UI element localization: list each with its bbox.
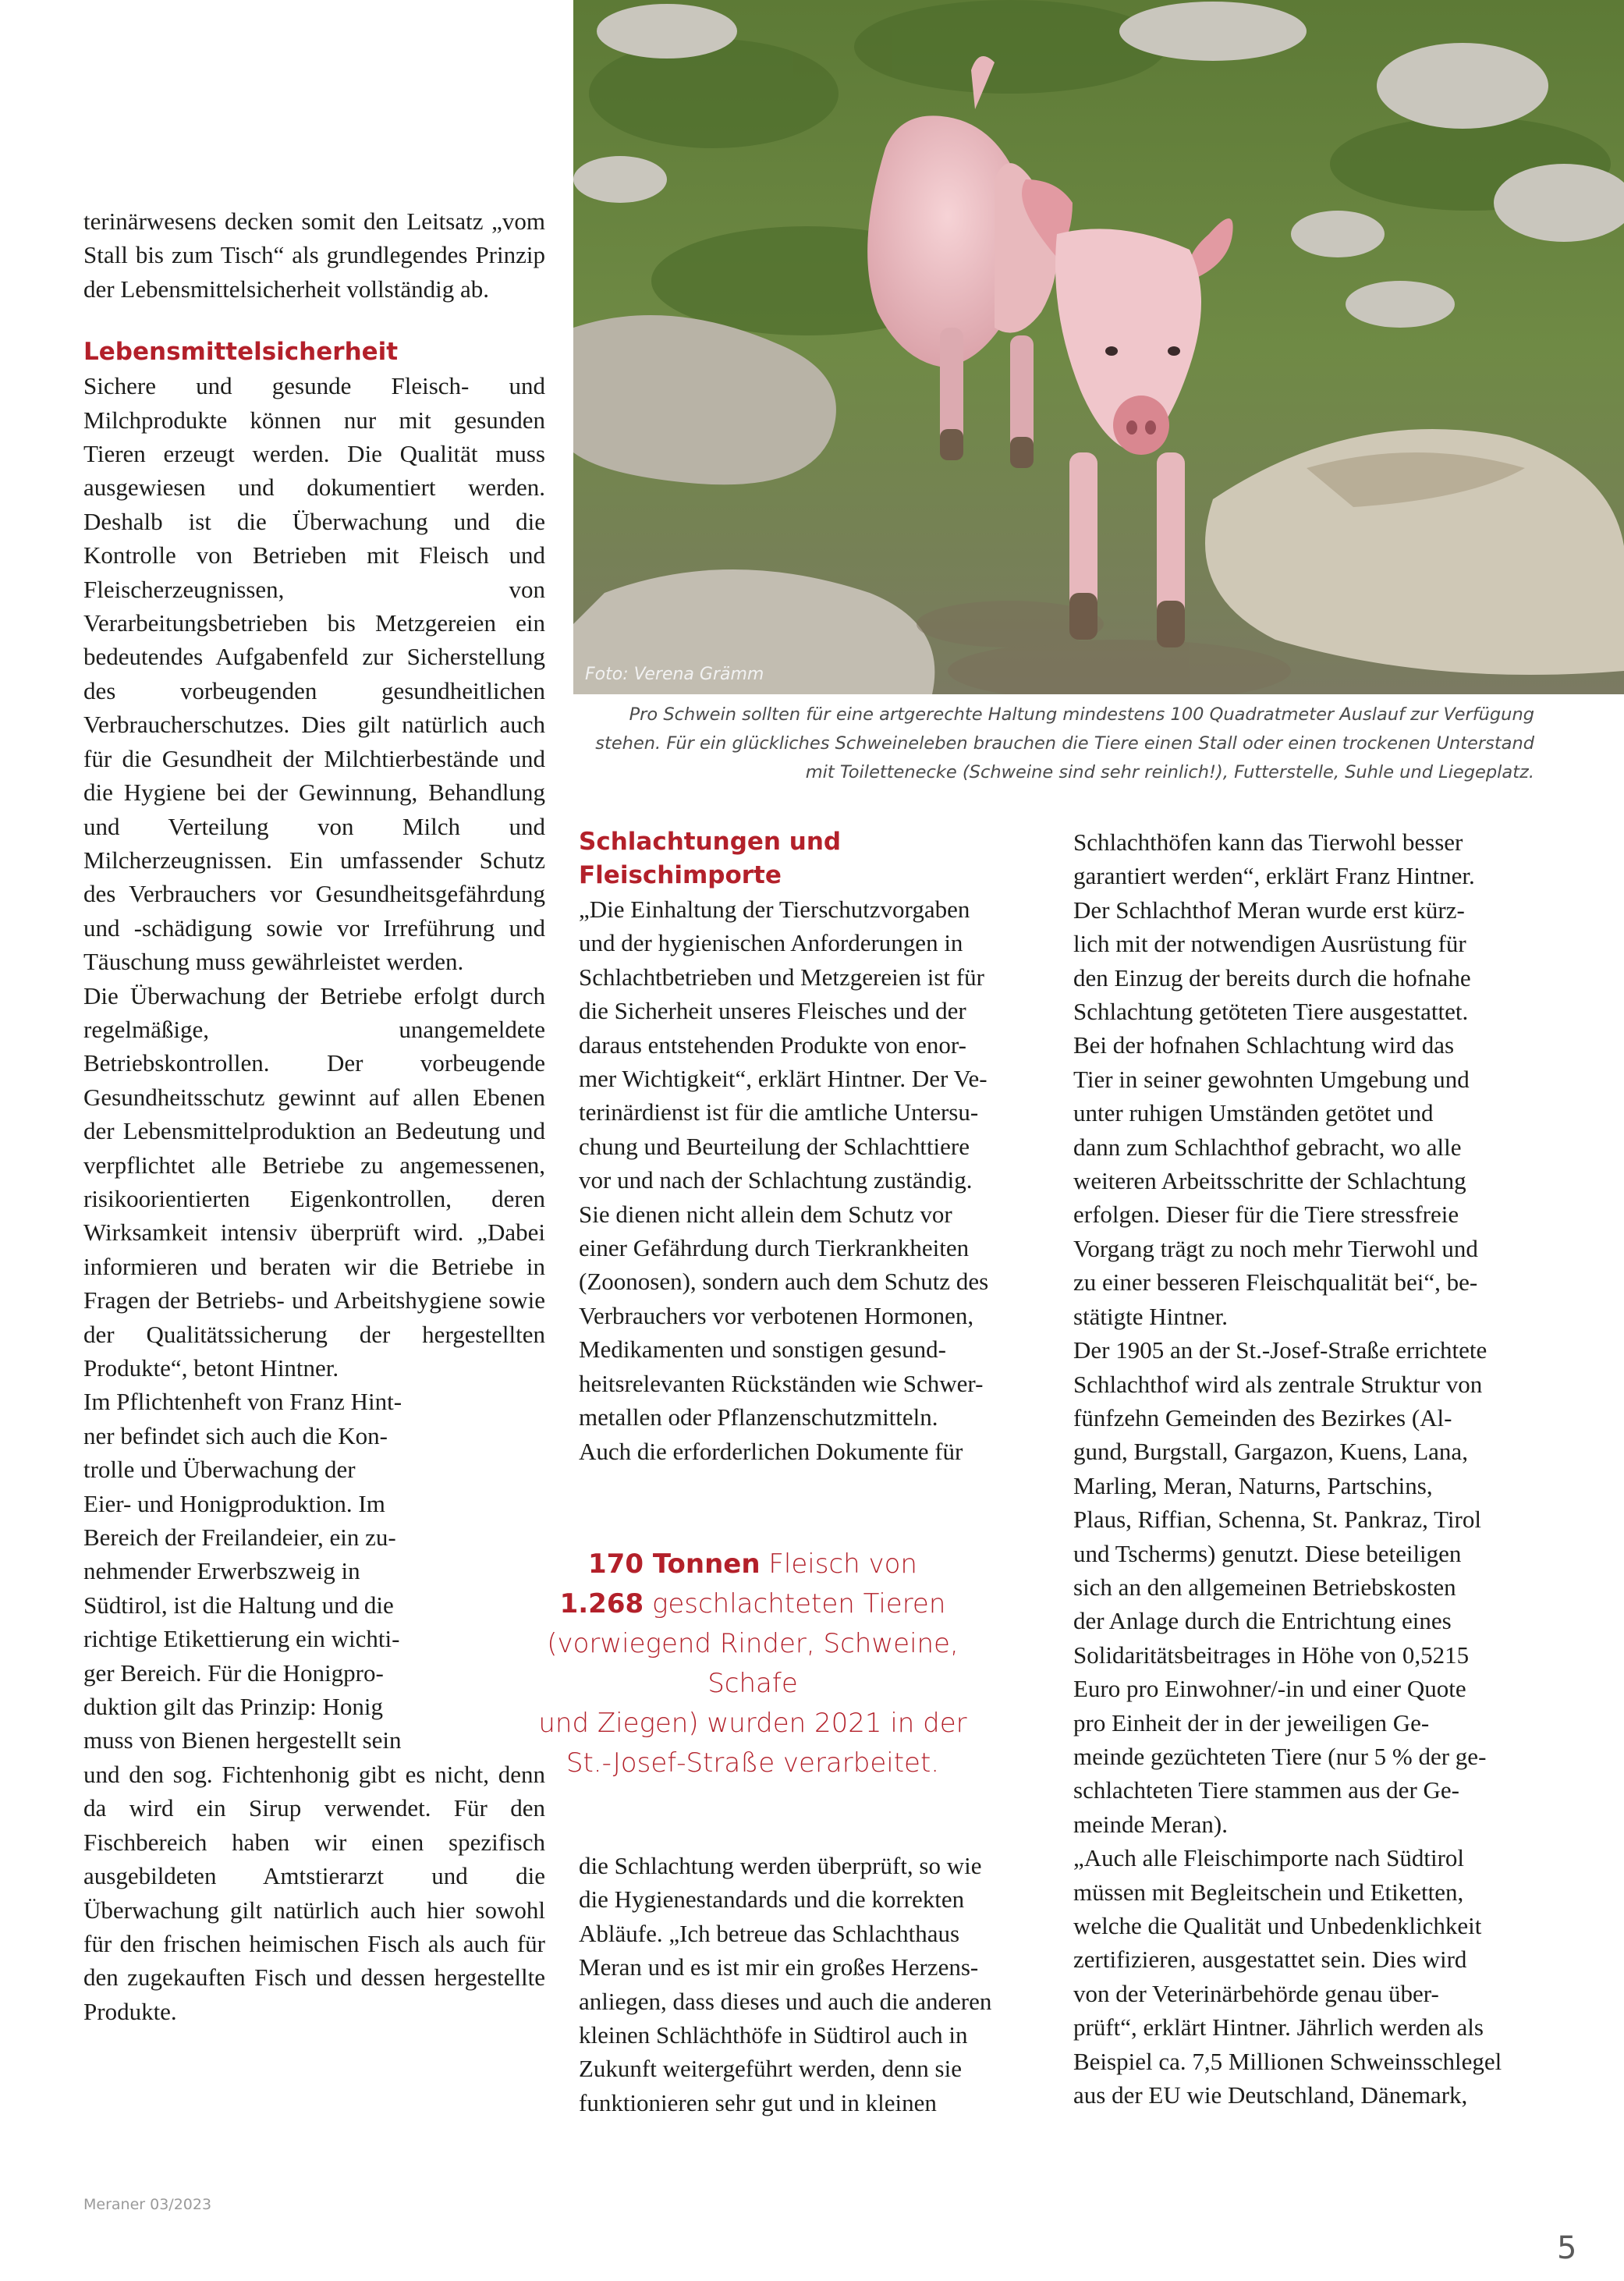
text-line: der Anlage durch die Entrichtung eines [1073, 1607, 1452, 1635]
column-right [1073, 825, 1535, 2112]
column-middle-top [579, 825, 1036, 1468]
text-line: weiteren Arbeitsschritte der Schlachtung [1073, 1167, 1466, 1195]
text-line: chung und Beurteilung der Schlachttiere [579, 1132, 970, 1160]
text-line: unter ruhigen Umständen getötet und [1073, 1099, 1434, 1127]
text-line: duktion gilt das Prinzip: Honig [83, 1693, 384, 1721]
pull-quote-text: St.-Josef-Straße verarbeitet. [566, 1747, 940, 1779]
text-line: Der Schlachthof Meran wurde erst kürz- [1073, 896, 1465, 924]
text-line: muss von Bienen hergestellt sein [83, 1726, 402, 1754]
text-line: vor und nach der Schlachtung zuständig. [579, 1166, 973, 1194]
text-line: Der 1905 an der St.-Josef-Straße errichtete [1073, 1336, 1487, 1364]
text-line: einer Gefährdung durch Tierkrankheiten [579, 1234, 970, 1262]
text-line: ner befindet sich auch die Kon- [83, 1421, 388, 1449]
text-line: Eier- und Honigproduktion. Im [83, 1489, 385, 1517]
text-line: Auch die erforderlichen Dokumente für [579, 1437, 963, 1465]
text-line: Solidaritätsbeitrages in Höhe von 0,5215 [1073, 1641, 1470, 1669]
text-line: den Einzug der bereits durch die hofnahe [1073, 963, 1471, 992]
text-line: erfolgen. Dieser für die Tiere stressfreie [1073, 1201, 1459, 1229]
photo-caption [581, 701, 1534, 787]
text-line: fünfzehn Gemeinden des Bezirkes (Al- [1073, 1403, 1452, 1431]
text-line: gund, Burgstall, Gargazon, Kuens, Lana, [1073, 1438, 1468, 1466]
text-line: Südtirol, ist die Haltung und die [83, 1591, 394, 1619]
text-line: heitsrelevanten Rückständen wie Schwer- [579, 1369, 984, 1397]
text-line: die Schlachtung werden überprüft, so wie [579, 1852, 982, 1879]
text-line: „Die Einhaltung der Tierschutzvorgaben [579, 896, 970, 923]
text-line: „Auch alle Fleischimporte nach Südtirol [1073, 1844, 1465, 1872]
column-middle-bottom [579, 1849, 1036, 2120]
text-line: Marling, Meran, Naturns, Partschins, [1073, 1471, 1433, 1499]
text-line: meinde gezüchteten Tiere (nur 5 % der ge- [1073, 1742, 1487, 1770]
text-line: Bei der hofnahen Schlachtung wird das [1073, 1031, 1455, 1059]
text-line: terinärdienst ist für die amtliche Untersu- [579, 1098, 979, 1126]
text-line: Schlachthof wird als zentrale Struktur von [1073, 1370, 1483, 1398]
text-line: Verbrauchers vor verbotenen Hormonen, [579, 1301, 974, 1329]
text-line: sich an den allgemeinen Betriebskosten [1073, 1573, 1456, 1601]
text-line: Meran und es ist mir ein großes Herzens- [579, 1953, 979, 1981]
text-line: funktionieren sehr gut und in kleinen [579, 2088, 937, 2116]
text-line: (Zoonosen), sondern auch dem Schutz des [579, 1268, 989, 1296]
pig-illustration [573, 0, 1624, 694]
text-line: Abläufe. „Ich betreue das Schlachthaus [579, 1919, 960, 1947]
text-line: Zukunft weitergeführt werden, denn sie [579, 2055, 962, 2083]
text-line: müssen mit Begleitschein und Etiketten, [1073, 1878, 1464, 1906]
text-line: ger Bereich. Für die Honigpro- [83, 1658, 384, 1687]
caption-line: mit Toilettenecke (Schweine sind sehr reinlich!), Futterstelle, Suhle und Liegeplatz. [805, 762, 1534, 782]
text-line: Tier in seiner gewohnten Umgebung und [1073, 1065, 1470, 1093]
text-line: und der hygienischen Anforderungen in [579, 929, 963, 957]
page-number: 5 [1557, 2230, 1577, 2266]
text-line: anliegen, dass dieses und auch die anderen [579, 1987, 992, 2015]
text-line: aus der EU wie Deutschland, Dänemark, [1073, 2081, 1468, 2109]
pull-quote-text: und Ziegen) wurden 2021 in der [538, 1708, 967, 1739]
text-line: trolle und Überwachung der [83, 1456, 356, 1484]
text-line: Medikamenten und sonstigen gesund- [579, 1336, 946, 1364]
pull-quote-amount: 170 Tonnen [588, 1548, 761, 1580]
body-paragraph: und den sog. Fichtenhonig gibt es nicht, denn da wird ein Sirup verwendet. Für den Fischbereich haben wir einen spezifisch ausgebildeten Amtstierarzt und die Überwachung gilt natürlich auch hier sowohl für den frischen heimischen Fisch als auch für den zugekauften Fisch und dessen hergestellte Produkte. [83, 1760, 545, 2025]
narrow-text-block [83, 1385, 434, 1757]
text-line: Beispiel ca. 7,5 Millionen Schweinsschlegel [1073, 2047, 1502, 2075]
text-line: Plaus, Riffian, Schenna, St. Pankraz, Tirol [1073, 1506, 1481, 1534]
section-heading-lebensmittelsicherheit: Lebensmittelsicherheit [83, 338, 399, 367]
caption-line: Pro Schwein sollten für eine artgerechte Haltung mindestens 100 Quadratmeter Auslauf zur Verfügung [629, 704, 1534, 725]
pull-quote-text: Fleisch von [760, 1548, 917, 1580]
pull-quote [515, 1545, 991, 1783]
text-line: meinde Meran). [1073, 1810, 1228, 1838]
text-line: metallen oder Pflanzenschutzmitteln. [579, 1403, 938, 1431]
text-line: prüft“, erklärt Hintner. Jährlich werden als [1073, 2013, 1484, 2042]
text-line: die Hygienestandards und die korrekten [579, 1885, 965, 1914]
text-line: Schlachtung getöteten Tiere ausgestattet. [1073, 998, 1469, 1026]
text-line: pro Einheit der in der jeweiligen Ge- [1073, 1708, 1430, 1736]
text-line: daraus entstehenden Produkte von enor- [579, 1031, 966, 1059]
text-line: Bereich der Freilandeier, ein zu- [83, 1524, 396, 1552]
text-line: mer Wichtigkeit“, erklärt Hintner. Der Ve- [579, 1065, 988, 1093]
column-left [83, 204, 545, 2028]
pull-quote-text: (vorwiegend Rinder, Schweine, Schafe [547, 1628, 959, 1699]
text-line: die Sicherheit unseres Fleisches und der [579, 997, 966, 1025]
text-line: richtige Etikettierung ein wichti- [83, 1625, 400, 1653]
text-line: dann zum Schlachthof gebracht, wo alle [1073, 1133, 1462, 1161]
text-line: welche die Qualität und Unbedenklichkeit [1073, 1912, 1482, 1939]
text-line: kleinen Schlächthöfe in Südtirol auch in [579, 2021, 968, 2049]
text-line: nehmender Erwerbszweig in [83, 1557, 360, 1585]
photo-credit: Foto: Verena Grämm [585, 665, 764, 684]
body-paragraph: Die Überwachung der Betriebe erfolgt durch regelmäßige, unangemeldete Betriebskontrollen. Der vorbeugende Gesundheitsschutz gewinnt auf allen Ebenen der Lebensmittelproduktion an Bedeutung und verpflichtet alle Betriebe zu angemessenen, risikoorientierten Eigenkontrollen, deren Wirksamkeit intensiv überprüft wird. „Dabei informieren und beraten wir die Betriebe in Fragen der Betriebs- und Arbeitshygiene sowie der Qualitätssicherung der hergestellten Produkte“, betont Hintner. [83, 981, 545, 1382]
text-line: zertifizieren, ausgestattet sein. Dies wird [1073, 1946, 1467, 1974]
text-line: Schlachtbetrieben und Metzgereien ist für [579, 963, 984, 991]
text-line: von der Veterinärbehörde genau über- [1073, 1979, 1439, 2007]
text-line: stätigte Hintner. [1073, 1302, 1229, 1330]
text-line: Sie dienen nicht allein dem Schutz vor [579, 1200, 952, 1228]
text-line: Euro pro Einwohner/-in und einer Quote [1073, 1675, 1466, 1703]
text-line: Im Pflichtenheft von Franz Hint- [83, 1388, 402, 1416]
section-heading-schlachtungen: Schlachtungen und Fleischimporte [579, 828, 842, 889]
issue-label: Meraner 03/2023 [83, 2196, 212, 2213]
pull-quote-count: 1.268 [559, 1588, 644, 1619]
text-line: schlachteten Tiere stammen aus der Ge- [1073, 1776, 1459, 1804]
text-line: Vorgang trägt zu noch mehr Tierwohl und [1073, 1234, 1478, 1262]
text-line: zu einer besseren Fleischqualität bei“, be- [1073, 1268, 1478, 1297]
text-line: garantiert werden“, erklärt Franz Hintner. [1073, 862, 1475, 890]
text-line: lich mit der notwendigen Ausrüstung für [1073, 930, 1466, 958]
pig-photo [573, 0, 1624, 694]
pull-quote-text: geschlachteten Tieren [644, 1588, 946, 1619]
text-line: Schlachthöfen kann das Tierwohl besser [1073, 828, 1463, 856]
text-line: und Tscherms) genutzt. Diese beteiligen [1073, 1539, 1462, 1567]
intro-paragraph: terinärwesens decken somit den Leitsatz „vom Stall bis zum Tisch“ als grundlegendes Prinzip der Lebensmittelsicherheit vollständig ab. [83, 208, 545, 303]
caption-line: stehen. Für ein glückliches Schweineleben brauchen die Tiere einen Stall oder einen trockenen Unterstand [595, 733, 1534, 754]
body-paragraph: Sichere und gesunde Fleisch- und Milchprodukte können nur mit gesunden Tieren erzeugt werden. Die Qualität muss ausgewiesen und dokumentiert werden. Deshalb ist die Überwachung und die Kontrolle von Betrieben mit Fleisch und Fleischerzeugnissen, von Verarbeitungsbetrieben bis Metzgereien ein bedeutendes Aufgabenfeld zur Sicherstellung des vorbeugenden gesundheitlichen Verbraucherschutzes. Dies gilt natürlich auch für die Gesundheit der Milchtierbestände und die Hygiene bei der Gewinnung, Behandlung und Verteilung von Milch und Milcherzeugnissen. Ein umfassender Schutz des Verbrauchers vor Gesundheitsgefährdung und -schädigung sowie vor Irreführung und Täuschung muss gewährleistet werden. [83, 372, 545, 976]
